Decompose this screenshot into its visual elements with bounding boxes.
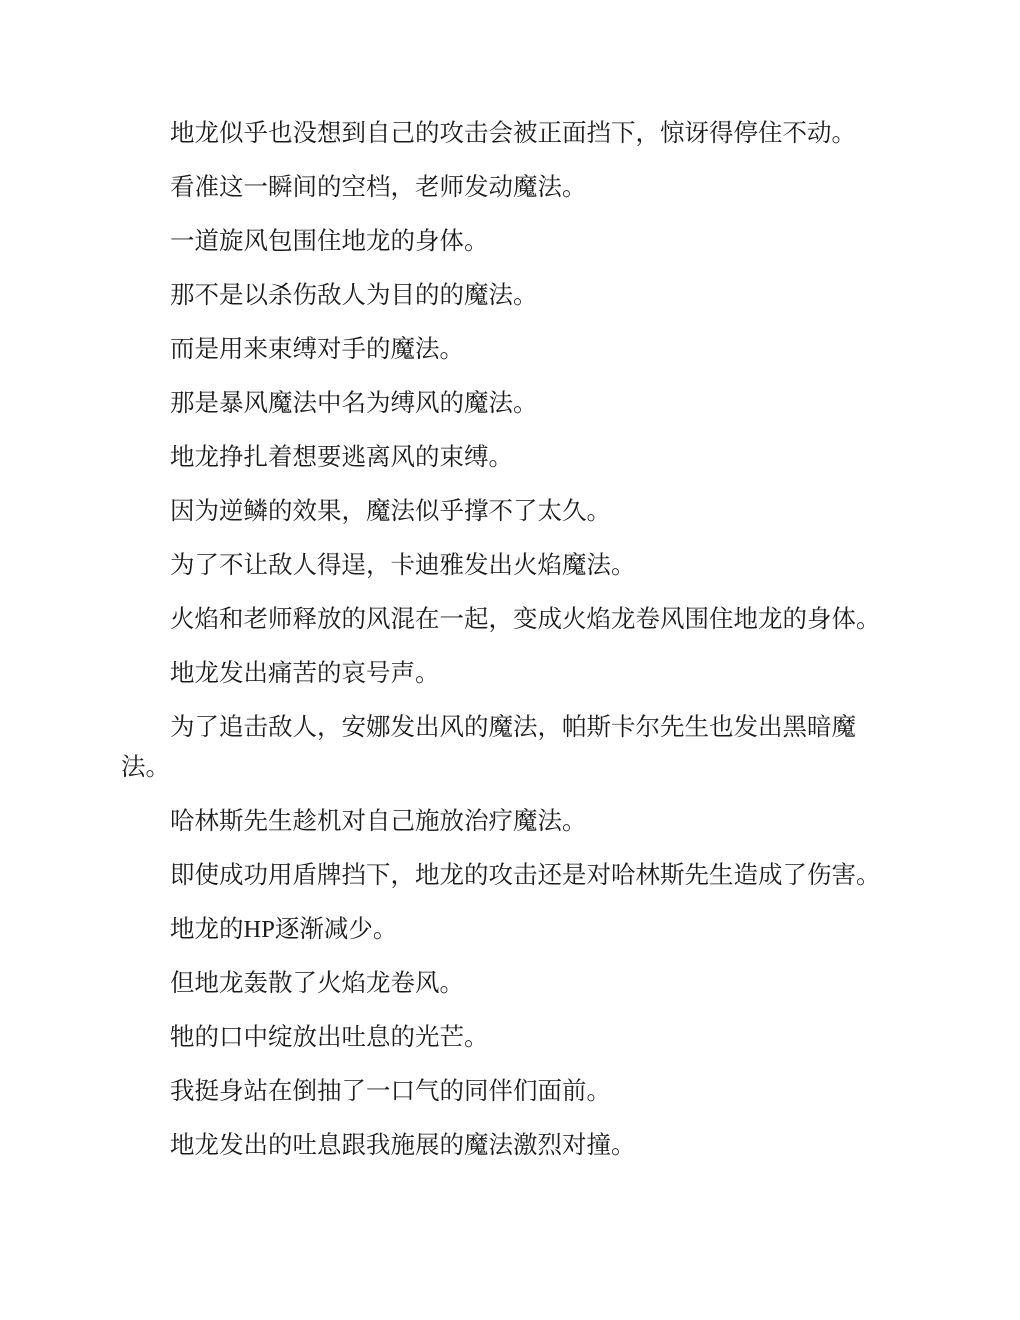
paragraph: 而是用来束缚对手的魔法。 xyxy=(170,336,464,363)
paragraph: 牠的口中绽放出吐息的光芒。 xyxy=(170,1024,489,1051)
paragraph: 但地龙轰散了火焰龙卷风。 xyxy=(170,970,464,997)
paragraph: 一道旋风包围住地龙的身体。 xyxy=(170,228,489,255)
paragraph: 那不是以杀伤敌人为目的的魔法。 xyxy=(170,282,538,309)
paragraph: 即使成功用盾牌挡下，地龙的攻击还是对哈林斯先生造成了伤害。 xyxy=(170,862,881,889)
paragraph: 因为逆鳞的效果，魔法似乎撑不了太久。 xyxy=(170,498,611,525)
paragraph: 那是暴风魔法中名为缚风的魔法。 xyxy=(170,390,538,417)
paragraph: 为了追击敌人，安娜发出风的魔法，帕斯卡尔先生也发出黑暗魔法。 xyxy=(121,714,856,781)
paragraph: 哈林斯先生趁机对自己施放治疗魔法。 xyxy=(170,808,587,835)
paragraph: 我挺身站在倒抽了一口气的同伴们面前。 xyxy=(170,1078,611,1105)
paragraph: 地龙发出痛苦的哀号声。 xyxy=(170,660,440,687)
paragraph: 为了不让敌人得逞，卡迪雅发出火焰魔法。 xyxy=(170,552,636,579)
paragraph: 看准这一瞬间的空档，老师发动魔法。 xyxy=(170,174,587,201)
paragraph: 火焰和老师释放的风混在一起，变成火焰龙卷风围住地龙的身体。 xyxy=(170,606,881,633)
paragraph: 地龙的HP逐渐减少。 xyxy=(170,916,398,943)
paragraph: 地龙发出的吐息跟我施展的魔法激烈对撞。 xyxy=(170,1132,636,1159)
paragraph: 地龙似乎也没想到自己的攻击会被正面挡下，惊讶得停住不动。 xyxy=(170,120,856,147)
paragraph: 地龙挣扎着想要逃离风的束缚。 xyxy=(170,444,513,471)
